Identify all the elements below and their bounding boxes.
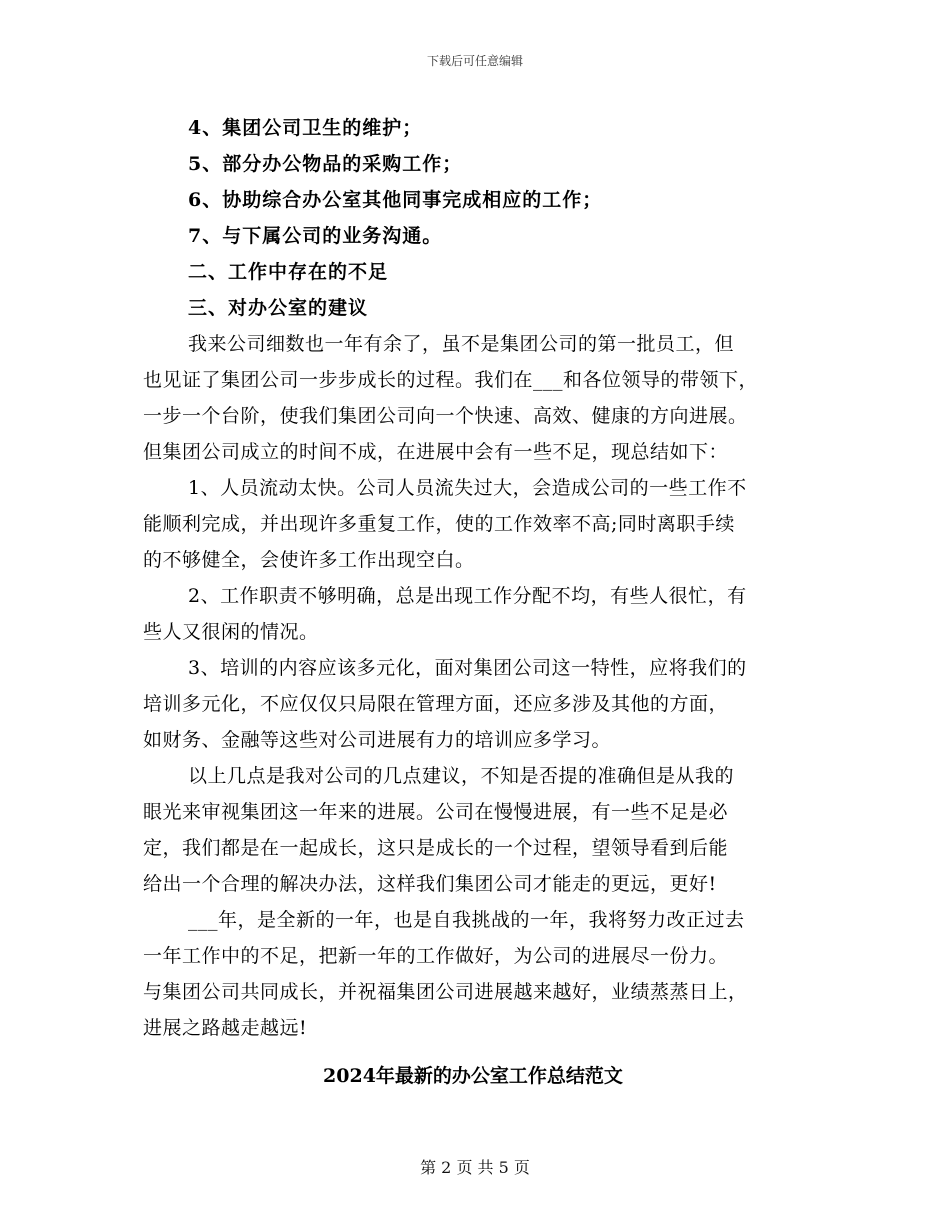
- list-item: 4、集团公司卫生的维护；: [188, 117, 423, 139]
- paragraph-line: 一年工作中的不足，把新一年的工作做好，为公司的进展尽一份力。: [143, 945, 729, 967]
- list-item: 5、部分办公物品的采购工作；: [188, 153, 463, 175]
- paragraph-line: 如财务、金融等这些对公司进展有力的培训应多学习。: [143, 729, 612, 751]
- paragraph-line: 给出一个合理的解决办法，这样我们集团公司才能走的更远，更好!: [143, 873, 717, 895]
- list-item: 6、协助综合办公室其他同事完成相应的工作；: [188, 189, 603, 211]
- paragraph-line: 以上几点是我对公司的几点建议，不知是否提的准确但是从我的: [188, 765, 735, 787]
- paragraph-line: 但集团公司成立的时间不成，在进展中会有一些不足，现总结如下：: [143, 441, 729, 463]
- section-heading: 三、对办公室的建议: [188, 297, 369, 319]
- paragraph-line: 3、培训的内容应该多元化，面对集团公司这一特性，应将我们的: [188, 657, 747, 679]
- paragraph-line: 也见证了集团公司一步步成长的过程。我们在___和各位领导的带领下，: [143, 369, 759, 391]
- paragraph-line: 我来公司细数也一年有余了，虽不是集团公司的第一批员工，但: [188, 333, 735, 355]
- paragraph-line: 与集团公司共同成长，并祝福集团公司进展越来越好，业绩蒸蒸日上，: [143, 981, 748, 1003]
- paragraph: [143, 326, 823, 470]
- paragraph: [143, 758, 823, 902]
- paragraph-line: 进展之路越走越远!: [143, 1017, 308, 1039]
- paragraph-line: 1、人员流动太快。公司人员流失过大，会造成公司的一些工作不: [188, 477, 747, 499]
- paragraph: [143, 902, 823, 1046]
- paragraph-line: 培训多元化，不应仅仅只局限在管理方面，还应多涉及其他的方面，: [143, 693, 729, 715]
- paragraph-line: 眼光来审视集团这一年来的进展。公司在慢慢进展，有一些不足是必: [143, 801, 729, 823]
- document-title: 2024年最新的办公室工作总结范文: [323, 1065, 623, 1087]
- document-body: [143, 110, 823, 1094]
- paragraph-line: 的不够健全，会使许多工作出现空白。: [143, 549, 475, 571]
- paragraph-line: 一步一个台阶，使我们集团公司向一个快速、高效、健康的方向进展。: [143, 405, 748, 427]
- page-header: 下载后可任意编辑: [426, 54, 523, 68]
- paragraph-line: 能顺利完成，并出现许多重复工作，使的工作效率不高;同时离职手续: [143, 513, 735, 535]
- paragraph: [143, 578, 823, 650]
- paragraph-line: 定，我们都是在一起成长，这只是成长的一个过程，望领导看到后能: [143, 837, 729, 859]
- paragraph: [143, 650, 823, 758]
- paragraph: [143, 470, 823, 578]
- page-number: 第 2 页 共 5 页: [420, 1158, 530, 1177]
- list-item: 7、与下属公司的业务沟通。: [188, 225, 443, 247]
- paragraph-line: ___年，是全新的一年，也是自我挑战的一年，我将努力改正过去: [188, 909, 745, 931]
- paragraph-line: 2、工作职责不够明确，总是出现工作分配不均，有些人很忙，有: [188, 585, 747, 607]
- paragraph-line: 些人又很闲的情况。: [143, 621, 319, 643]
- section-heading: 二、工作中存在的不足: [188, 261, 389, 283]
